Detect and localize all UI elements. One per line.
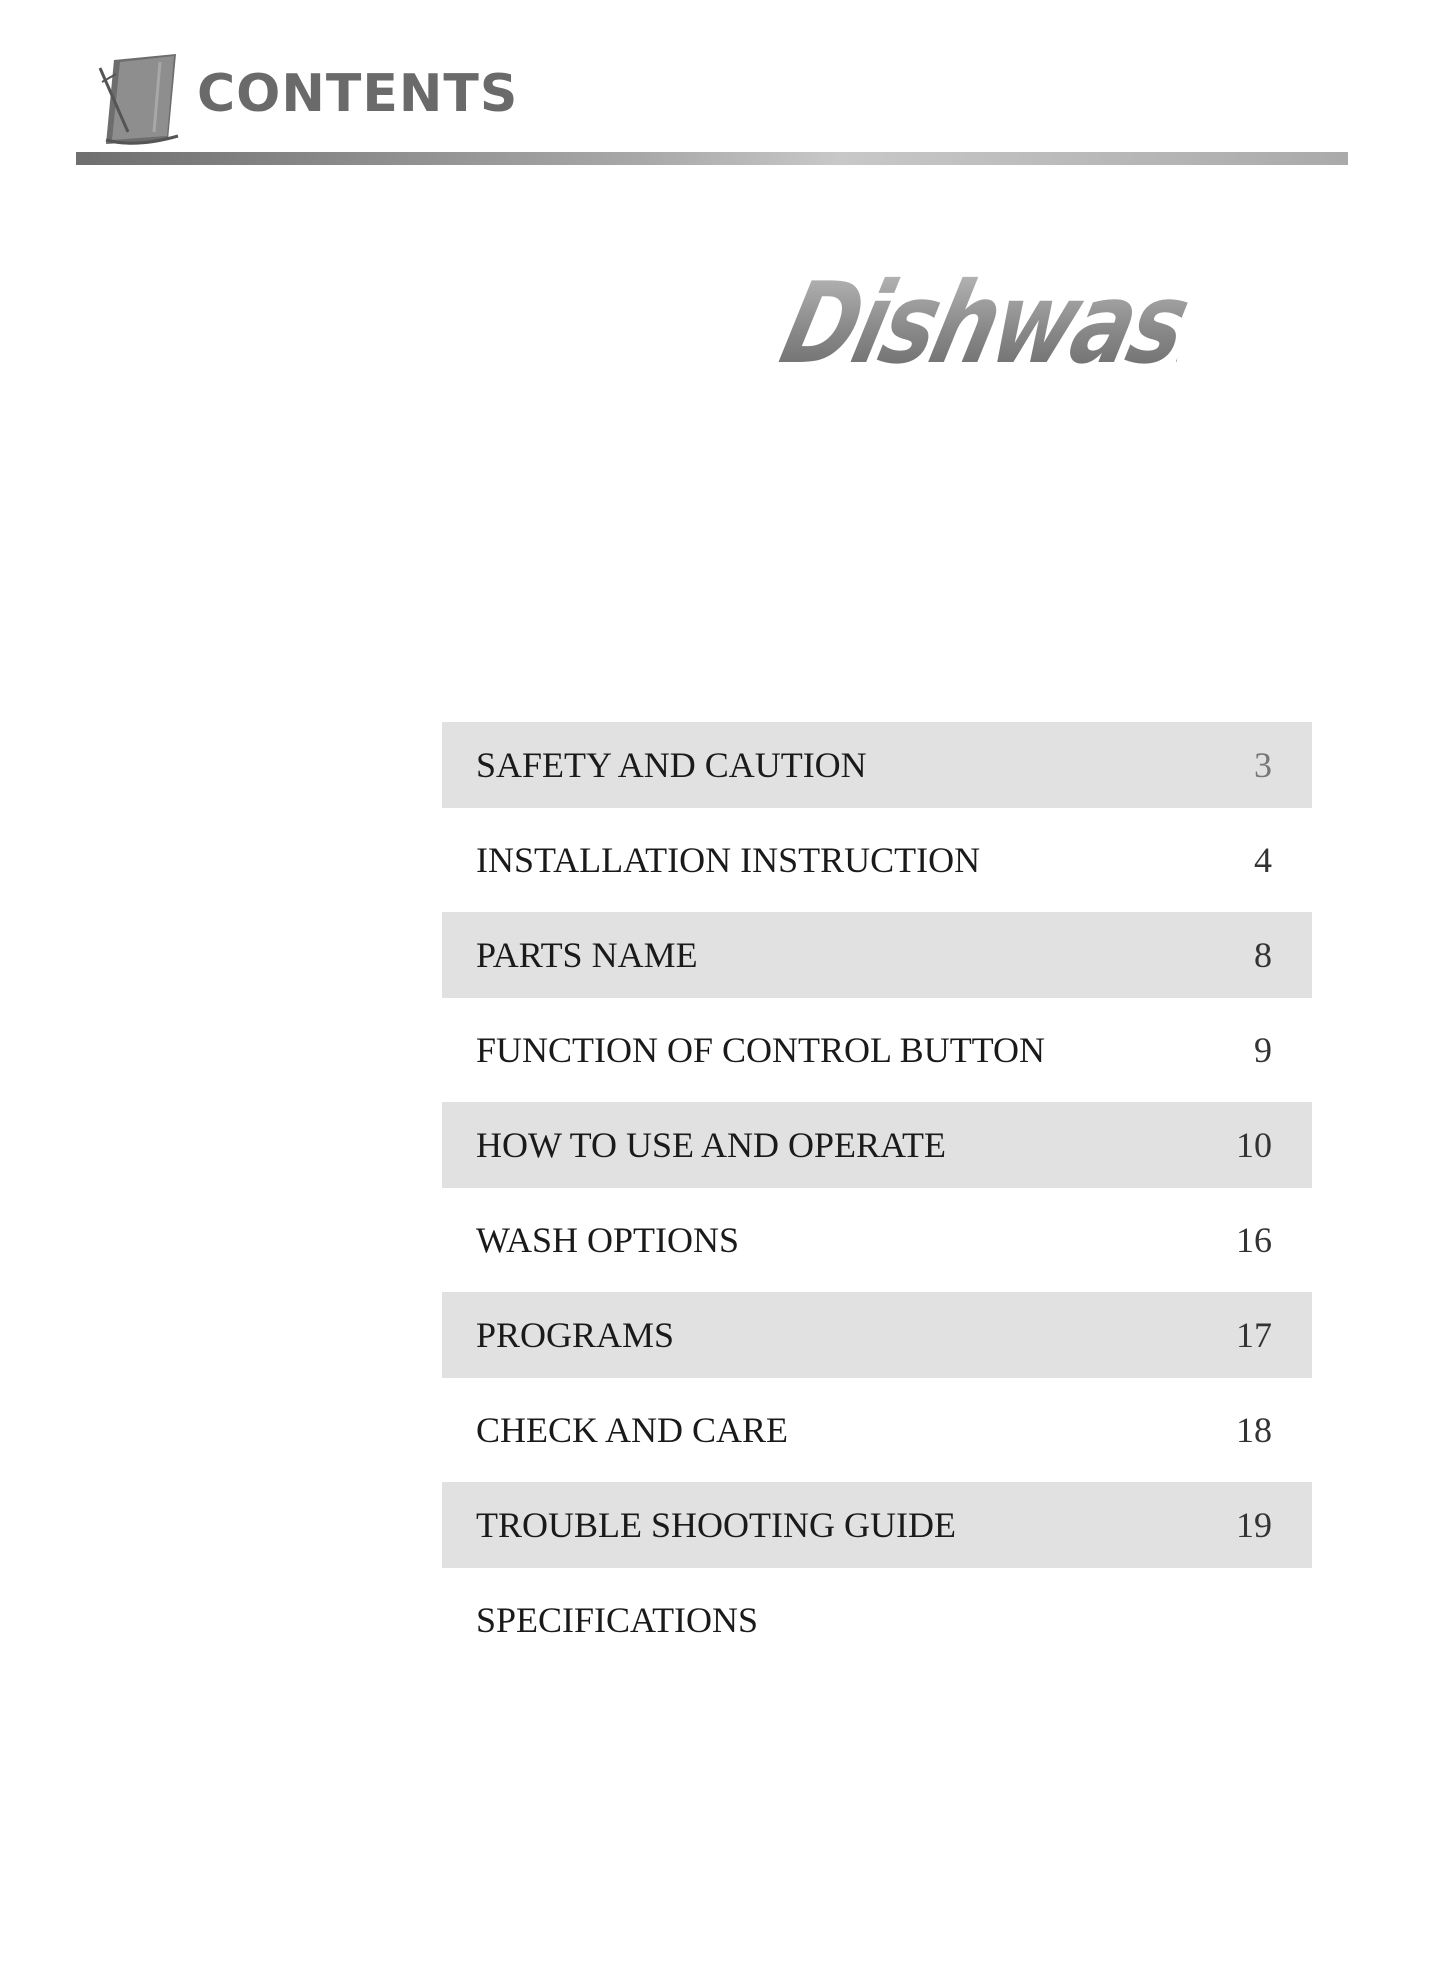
toc-item[interactable] <box>442 912 1312 998</box>
brand-title: Dishwasher <box>769 259 1358 389</box>
toc-item[interactable] <box>442 722 1312 808</box>
toc-item-page: 8 <box>1254 935 1272 975</box>
toc-item-label: TROUBLE SHOOTING GUIDE <box>476 1505 956 1545</box>
toc-item-page: 10 <box>1236 1125 1272 1165</box>
toc-item-page: 4 <box>1254 840 1272 880</box>
toc-item[interactable] <box>442 1007 1312 1093</box>
toc-item[interactable] <box>442 817 1312 903</box>
toc-item-page: 3 <box>1254 745 1272 785</box>
toc-item-label: SPECIFICATIONS <box>476 1600 759 1640</box>
toc-item-label: HOW TO USE AND OPERATE <box>476 1125 947 1165</box>
toc-item[interactable] <box>442 1482 1312 1568</box>
toc-item[interactable] <box>442 1102 1312 1188</box>
toc-item-page: 17 <box>1236 1315 1272 1355</box>
toc-item-label: INSTALLATION INSTRUCTION <box>476 840 981 880</box>
header-divider <box>76 152 1348 165</box>
toc-item-label: SAFETY AND CAUTION <box>476 745 867 785</box>
toc-item-page: 18 <box>1236 1410 1272 1450</box>
toc-item-page: 19 <box>1236 1505 1272 1545</box>
table-of-contents <box>442 722 1312 1672</box>
book-icon <box>96 52 186 148</box>
toc-item-label: FUNCTION OF CONTROL BUTTON <box>476 1030 1046 1070</box>
page-title: CONTENTS <box>197 64 519 124</box>
toc-item-page: 9 <box>1254 1030 1272 1070</box>
toc-item-label: CHECK AND CARE <box>476 1410 789 1450</box>
toc-item[interactable] <box>442 1577 1312 1663</box>
toc-item-label: PARTS NAME <box>476 935 698 975</box>
toc-item-label: WASH OPTIONS <box>476 1220 740 1260</box>
toc-item-page: 16 <box>1236 1220 1272 1260</box>
toc-item[interactable] <box>442 1292 1312 1378</box>
toc-item[interactable] <box>442 1197 1312 1283</box>
toc-item-label: PROGRAMS <box>476 1315 675 1355</box>
toc-item[interactable] <box>442 1387 1312 1473</box>
